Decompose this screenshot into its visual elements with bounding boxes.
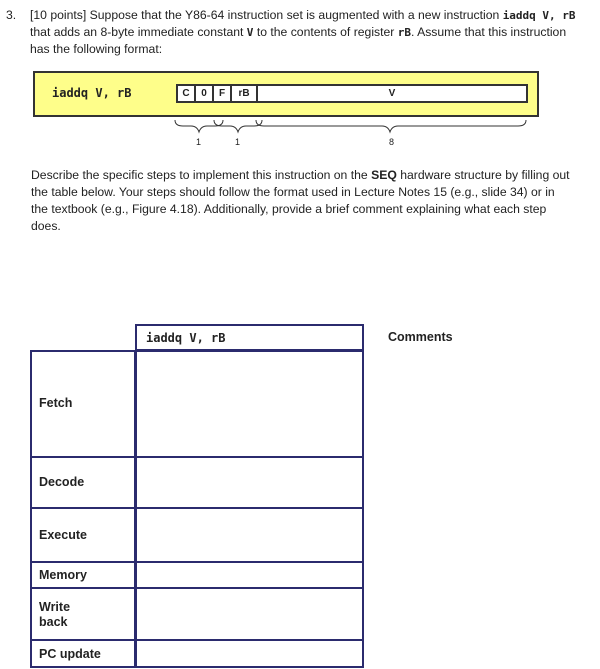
stage-fetch: Fetch xyxy=(39,396,73,410)
stage-decode: Decode xyxy=(39,475,85,489)
question-mid2: to the contents of register xyxy=(256,25,395,39)
field-rb: rB xyxy=(230,84,258,103)
description-paragraph xyxy=(31,167,571,235)
v-code: V xyxy=(246,26,254,39)
brace-label-1b: 1 xyxy=(235,137,241,147)
field-f: F xyxy=(212,84,232,103)
execute-answer-cell[interactable] xyxy=(135,507,364,563)
description-p1: Describe the specific steps to implement this instruction on the xyxy=(31,168,368,182)
instruction-format-diagram xyxy=(33,71,539,117)
decode-answer-cell[interactable] xyxy=(135,456,364,509)
field-0: 0 xyxy=(194,84,214,103)
field-v: V xyxy=(256,84,528,103)
field-c: C xyxy=(176,84,196,103)
memory-answer-cell[interactable] xyxy=(135,561,364,589)
question-mid: that adds an 8-byte immediate constant xyxy=(30,25,244,39)
brace-label-1a: 1 xyxy=(196,137,202,147)
rb-code: rB xyxy=(397,26,411,39)
question-points: [10 points] xyxy=(30,8,87,22)
stage-writeback: Write back xyxy=(39,600,71,629)
question-intro: Suppose that the Y86-64 instruction set is augmented with a new instruction xyxy=(89,8,500,22)
brace-lines xyxy=(0,118,600,138)
question-text xyxy=(6,7,576,58)
instruction-code: iaddq V, rB xyxy=(502,9,576,22)
fetch-answer-cell[interactable] xyxy=(135,350,364,458)
stage-execute: Execute xyxy=(39,528,87,542)
stage-pcupdate: PC update xyxy=(39,647,101,661)
stage-memory: Memory xyxy=(39,568,87,582)
comments-label: Comments xyxy=(388,330,453,344)
question-number: 3. xyxy=(6,8,17,22)
writeback-answer-cell[interactable] xyxy=(135,587,364,641)
description-p2: hardware structure by filling out the table below. Your steps should follow the format used in Lecture Notes 15 (e.g., slide 34) or in the textbook (e.g., Figure 4.18). Additionally, provide a brief comment explaining what each step does. xyxy=(31,168,570,233)
table-header: iaddq V, rB xyxy=(135,324,364,351)
pcupdate-answer-cell[interactable] xyxy=(135,639,364,668)
question-end: . Assume that this instruction has the following format: xyxy=(30,25,567,56)
brace-label-8: 8 xyxy=(389,137,395,147)
format-label: iaddq V, rB xyxy=(52,86,132,100)
seq-label: SEQ xyxy=(371,168,397,182)
